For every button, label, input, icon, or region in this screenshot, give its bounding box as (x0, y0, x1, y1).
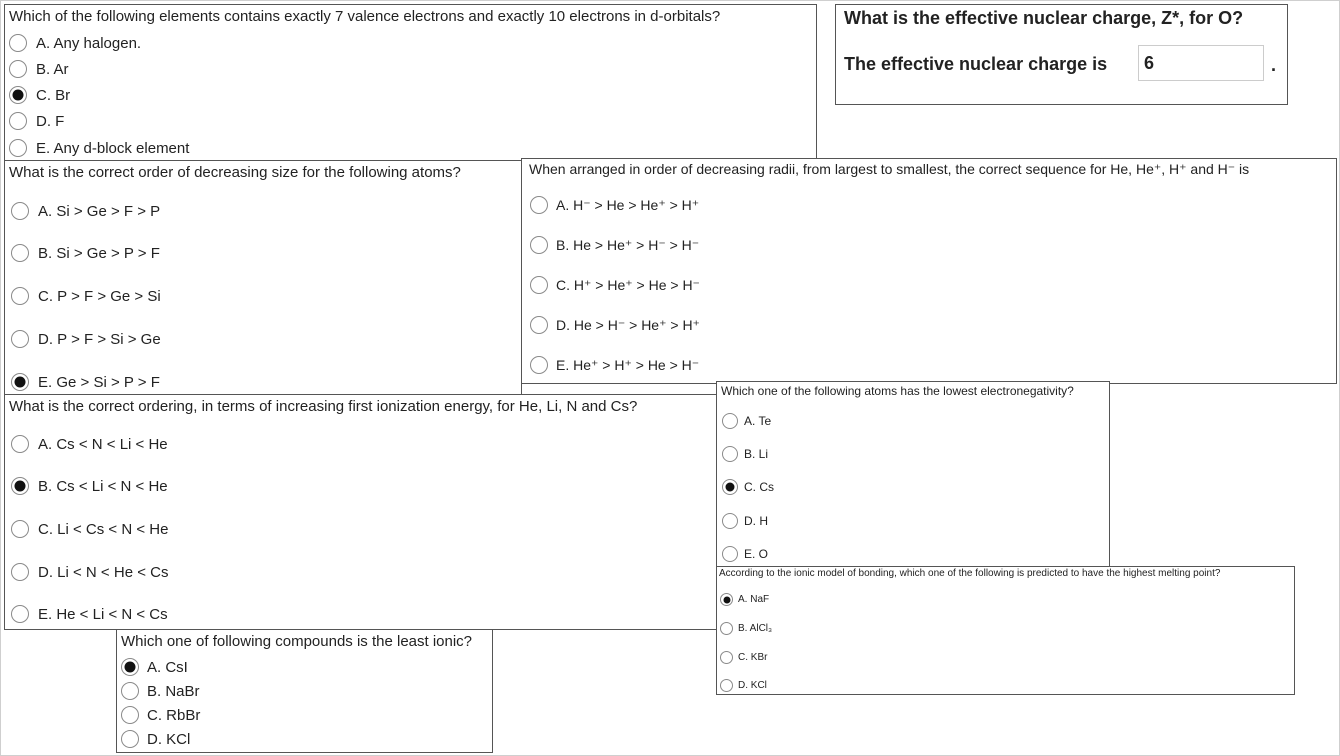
option-e[interactable] (722, 546, 768, 562)
radio-button[interactable] (121, 730, 139, 748)
option-label: E. O (744, 547, 769, 561)
option-b[interactable] (121, 682, 200, 700)
radio-button[interactable] (530, 276, 548, 294)
radio-button-selected[interactable] (11, 373, 29, 391)
option-a[interactable] (722, 413, 771, 429)
question-card-decreasing-size (4, 160, 522, 396)
option-label: A. Any halogen. (36, 34, 142, 52)
question-text: Which of the following elements contains exactly 7 valence electrons and exactly 10 electrons in d-orbitals? (9, 8, 721, 25)
question-text: What is the effective nuclear charge, Z*, for O? (844, 8, 1244, 28)
radio-button-selected[interactable] (722, 479, 738, 495)
radio-button[interactable] (722, 546, 738, 562)
option-e[interactable] (11, 373, 160, 391)
question-text: When arranged in order of decreasing radii, from largest to smallest, the correct sequence for He, He⁺, H⁺ and H⁻ is (529, 161, 1250, 177)
option-label: D. KCl (738, 680, 767, 691)
radio-button[interactable] (9, 60, 27, 78)
option-d[interactable] (9, 112, 64, 130)
option-label: B. Li (744, 447, 769, 461)
option-label: A. Te (744, 414, 772, 428)
option-c[interactable] (720, 651, 767, 664)
radio-button-selected[interactable] (9, 86, 27, 104)
option-label: A. NaF (738, 594, 770, 605)
radio-button[interactable] (722, 513, 738, 529)
question-text: According to the ionic model of bonding, which one of the following is predicted to have the highest melting point? (719, 568, 1221, 579)
option-label: B. Cs < Li < N < He (38, 477, 168, 495)
radio-button[interactable] (720, 679, 733, 692)
effective-charge-input[interactable] (1138, 45, 1264, 81)
answer-label: The effective nuclear charge is (844, 54, 1108, 74)
option-label: D. H (744, 514, 768, 528)
radio-button[interactable] (11, 605, 29, 623)
option-e[interactable] (11, 605, 168, 623)
option-d[interactable] (722, 513, 768, 529)
option-label: B. Ar (36, 60, 69, 78)
radio-button[interactable] (530, 236, 548, 254)
option-label: C. RbBr (147, 706, 201, 724)
radio-button[interactable] (11, 330, 29, 348)
option-label: C. H⁺ > He⁺ > He > H⁻ (556, 276, 700, 293)
option-label: C. P > F > Ge > Si (38, 287, 161, 305)
radio-button[interactable] (11, 563, 29, 581)
radio-button[interactable] (722, 446, 738, 462)
option-e[interactable] (9, 139, 189, 157)
radio-button[interactable] (530, 356, 548, 374)
radio-button[interactable] (11, 520, 29, 538)
option-label: A. CsI (147, 658, 188, 676)
radio-button[interactable] (722, 413, 738, 429)
option-label: E. Any d-block element (36, 139, 190, 157)
question-card-ionization-energy (4, 394, 717, 630)
radio-button[interactable] (11, 435, 29, 453)
radio-button[interactable] (9, 139, 27, 157)
radio-button[interactable] (530, 196, 548, 214)
radio-button[interactable] (11, 244, 29, 262)
option-d[interactable] (121, 730, 190, 748)
radio-button[interactable] (720, 622, 733, 635)
radio-button-selected[interactable] (11, 477, 29, 495)
option-d[interactable] (11, 330, 161, 348)
radio-button[interactable] (11, 287, 29, 305)
option-label: E. He < Li < N < Cs (38, 605, 168, 623)
option-d[interactable] (11, 563, 168, 581)
radio-button[interactable] (121, 682, 139, 700)
option-label: C. Cs (744, 480, 774, 494)
option-label: A. H⁻ > He > He⁺ > H⁺ (556, 196, 700, 213)
option-b[interactable] (11, 244, 160, 262)
question-text: Which one of the following atoms has the lowest electronegativity? (721, 384, 1074, 398)
option-label: C. Li < Cs < N < He (38, 520, 169, 538)
option-d[interactable] (720, 679, 767, 692)
option-c[interactable] (722, 479, 774, 495)
option-c[interactable] (121, 706, 200, 724)
option-label: A. Cs < N < Li < He (38, 435, 168, 453)
option-label: D. Li < N < He < Cs (38, 563, 169, 581)
option-a[interactable] (9, 34, 141, 52)
question-card-valence-electrons (4, 4, 817, 161)
question-card-least-ionic (116, 629, 493, 753)
option-a[interactable] (121, 658, 188, 676)
answer-suffix: . (1271, 55, 1277, 75)
option-a[interactable] (11, 202, 160, 220)
option-a[interactable] (720, 593, 769, 606)
radio-button[interactable] (11, 202, 29, 220)
option-label: B. NaBr (147, 682, 200, 700)
radio-button[interactable] (720, 651, 733, 664)
radio-button[interactable] (9, 34, 27, 52)
option-label: D. F (36, 112, 65, 130)
question-card-melting-point (716, 566, 1295, 695)
option-label: E. Ge > Si > P > F (38, 373, 160, 391)
option-c[interactable] (11, 287, 161, 305)
option-label: B. Si > Ge > P > F (38, 244, 160, 262)
option-label: D. P > F > Si > Ge (38, 330, 161, 348)
option-e[interactable] (530, 356, 699, 374)
radio-button-selected[interactable] (121, 658, 139, 676)
option-b[interactable] (720, 622, 772, 635)
option-b[interactable] (11, 477, 168, 495)
option-c[interactable] (530, 276, 700, 294)
option-c[interactable] (9, 86, 70, 104)
question-card-electronegativity (716, 381, 1110, 567)
question-text: What is the correct ordering, in terms of increasing first ionization energy, for He, Li, N and Cs? (9, 398, 638, 415)
option-label: D. He > H⁻ > He⁺ > H⁺ (556, 316, 700, 333)
option-a[interactable] (11, 435, 168, 453)
option-d[interactable] (530, 316, 700, 334)
option-b[interactable] (530, 236, 699, 254)
option-label: C. KBr (738, 652, 768, 663)
question-card-decreasing-radii (521, 158, 1337, 384)
option-b[interactable] (9, 60, 69, 78)
radio-button[interactable] (121, 706, 139, 724)
option-label: B. AlCl₃ (738, 623, 773, 634)
question-text: What is the correct order of decreasing size for the following atoms? (9, 164, 461, 181)
option-a[interactable] (530, 196, 699, 214)
option-label: B. He > He⁺ > H⁻ > H⁻ (556, 236, 700, 253)
radio-button-selected[interactable] (720, 593, 733, 606)
question-text: Which one of following compounds is the least ionic? (121, 633, 473, 650)
option-label: A. Si > Ge > F > P (38, 202, 161, 220)
option-b[interactable] (722, 446, 768, 462)
radio-button[interactable] (530, 316, 548, 334)
option-label: D. KCl (147, 730, 191, 748)
radio-button[interactable] (9, 112, 27, 130)
option-label: E. He⁺ > H⁺ > He > H⁻ (556, 356, 700, 373)
option-label: C. Br (36, 86, 71, 104)
question-card-effective-nuclear-charge (835, 4, 1288, 105)
option-c[interactable] (11, 520, 168, 538)
